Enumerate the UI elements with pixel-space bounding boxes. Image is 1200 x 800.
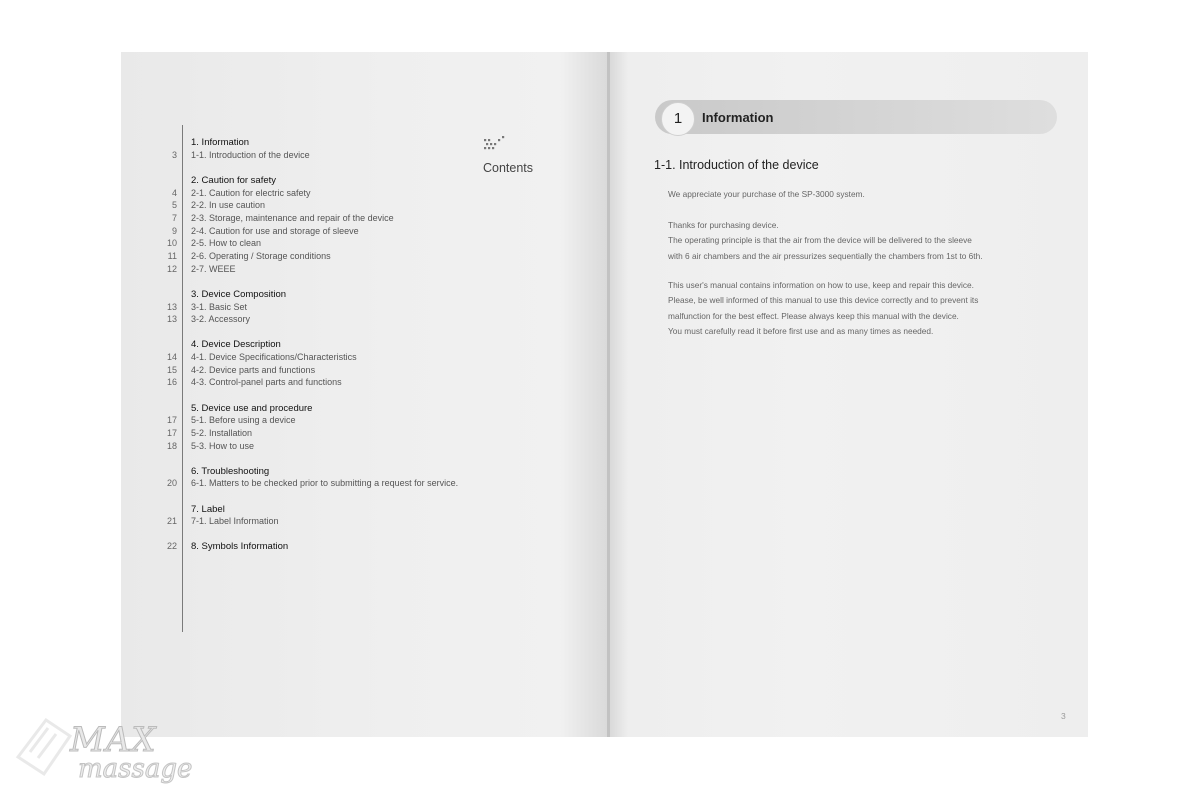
toc-entry-text: 2-4. Caution for use and storage of sleeve [191,225,359,236]
toc-page-number: 17 [166,415,177,426]
toc-entry-text: 7-1. Label Information [191,516,279,527]
toc-entry-text: 1. Information [191,137,250,148]
toc-entry-text: 4-2. Device parts and functions [191,364,316,375]
toc-entry-text: 4. Device Description [191,339,281,351]
toc-entry-text: 5. Device use and procedure [191,402,313,414]
toc-entry-text: 4-3. Control-panel parts and functions [191,377,342,388]
toc-page-number: 9 [171,225,177,236]
toc-entry-text: 5-3. How to use [191,440,255,451]
intro-paragraph-1 [668,187,1048,202]
paragraph-line: Please, be well informed of this manual to use this device correctly and to prevent its [668,295,979,306]
toc-vertical-rule [182,125,183,632]
toc-page-number: 3 [171,149,177,160]
toc-page-number: 14 [166,352,177,362]
intro-paragraph-3 [668,278,1048,339]
section-title: 1-1. Introduction of the device [654,158,819,172]
toc-page-number: 22 [166,541,177,552]
paragraph-line: We appreciate your purchase of the SP-3000 system. [668,189,865,199]
toc-entry-text: 2-5. How to clean [191,238,262,249]
toc-page-number: 15 [166,364,177,375]
paragraph-line: The operating principle is that the air from the device will be delivered to the sleeve [668,235,972,246]
chapter-title: Information [702,110,774,125]
toc-entry-text: 2-1. Caution for electric safety [191,187,311,198]
toc-entry-text: 3. Device Composition [191,288,287,300]
toc-page-number: 7 [171,212,177,223]
toc-entry-text: 4-1. Device Specifications/Characteristics [191,352,357,362]
toc-page-number: 10 [166,238,177,249]
paragraph-line: This user's manual contains information on how to use, keep and repair this device. [668,280,974,290]
toc-entry-text: 1-1. Introduction of the device [191,149,310,160]
contents-title: Contents [483,161,534,175]
toc-page-number: 13 [166,301,177,312]
toc-entry-text: 3-1. Basic Set [191,301,248,312]
toc-page-number: 18 [166,440,177,451]
watermark-max: MAX [70,720,157,760]
toc-entry-text: 5-1. Before using a device [191,415,296,426]
toc-entry-text: 7. Label [191,503,225,515]
toc-page-number: 21 [166,516,177,527]
toc-entry-text: 2. Caution for safety [191,174,277,186]
toc-entry-text: 6. Troubleshooting [191,465,270,477]
book-gutter [607,52,610,737]
toc-entry-text: 2-2. In use caution [191,200,266,211]
contents-dots-icon [483,136,505,156]
toc-entry-text: 2-3. Storage, maintenance and repair of the device [191,212,394,223]
left-page-contents [121,52,609,737]
toc-entry-text: 2-6. Operating / Storage conditions [191,251,331,261]
toc-page-number: 4 [171,187,177,198]
paragraph-line: Thanks for purchasing device. [668,220,779,230]
toc-page-number: 11 [167,251,177,261]
toc-entry-text: 2-7. WEEE [191,263,236,274]
toc-page-number: 13 [166,314,177,325]
paragraph-line: with 6 air chambers and the air pressurizes sequentially the chambers from 1st to 6th. [668,250,983,261]
right-page-information [609,52,1088,737]
toc-entry-text: 5-2. Installation [191,427,253,438]
toc-page-number: 12 [166,263,177,274]
chapter-number-badge: 1 [661,102,695,136]
page-number: 3 [1061,711,1066,721]
toc-page-number: 20 [166,478,177,489]
toc-entry-text: 6-1. Matters to be checked prior to submitting a request for service. [191,478,459,489]
toc-entry-text: 3-2. Accessory [191,314,251,325]
paragraph-line: You must carefully read it before first use and as many times as needed. [668,325,934,336]
intro-paragraph-2 [668,218,1048,264]
toc-page-number: 5 [171,200,177,211]
watermark-massage: massage [78,754,193,784]
toc-entry-text: 8. Symbols Information [191,541,289,553]
toc-page-number: 17 [166,427,177,438]
toc-page-number: 16 [166,377,177,388]
manual-spread [121,52,1088,737]
paragraph-line: malfunction for the best effect. Please always keep this manual with the device. [668,310,959,321]
